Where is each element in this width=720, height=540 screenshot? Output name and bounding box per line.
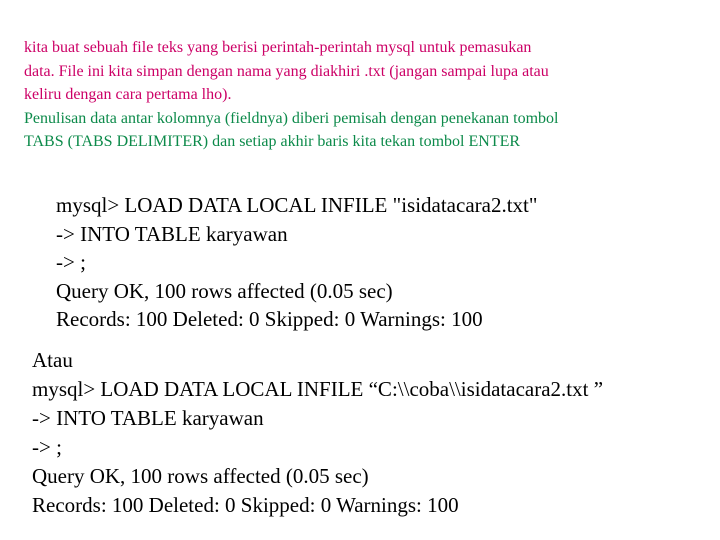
- example1-query-ok-line: Query OK, 100 rows affected (0.05 sec): [56, 278, 393, 303]
- example2-command-line: mysql> LOAD DATA LOCAL INFILE “C:\\coba\\isidatacara2.txt ”: [32, 377, 604, 401]
- example2-into-table-line: -> INTO TABLE karyawan: [32, 406, 264, 430]
- mysql-example-2: [32, 346, 603, 520]
- mysql-example-1: [56, 191, 537, 334]
- example2-heading: Atau: [32, 348, 73, 372]
- intro-line-4: Penulisan data antar kolomnya (fieldnya) diberi pemisah dengan penekanan tombol: [24, 109, 559, 127]
- example2-terminator-line: -> ;: [32, 435, 62, 459]
- example1-into-table-line: -> INTO TABLE karyawan: [56, 221, 288, 246]
- intro-line-2: data. File ini kita simpan dengan nama yang diakhiri .txt (jangan sampai lupa atau: [24, 62, 549, 80]
- intro-line-3: keliru dengan cara pertama lho).: [24, 86, 232, 103]
- example1-command-line: mysql> LOAD DATA LOCAL INFILE "isidatacara2.txt": [56, 193, 538, 217]
- intro-line-5: TABS (TABS DELIMITER) dan setiap akhir baris kita tekan tombol ENTER: [24, 133, 521, 150]
- intro-line-1: kita buat sebuah file teks yang berisi perintah-perintah mysql untuk pemasukan: [24, 39, 532, 56]
- example1-records-line: Records: 100 Deleted: 0 Skipped: 0 Warnings: 100: [56, 307, 483, 331]
- example1-terminator-line: -> ;: [56, 250, 86, 274]
- example2-records-line: Records: 100 Deleted: 0 Skipped: 0 Warnings: 100: [32, 493, 459, 517]
- intro-paragraph: [24, 36, 714, 154]
- example2-query-ok-line: Query OK, 100 rows affected (0.05 sec): [32, 464, 369, 488]
